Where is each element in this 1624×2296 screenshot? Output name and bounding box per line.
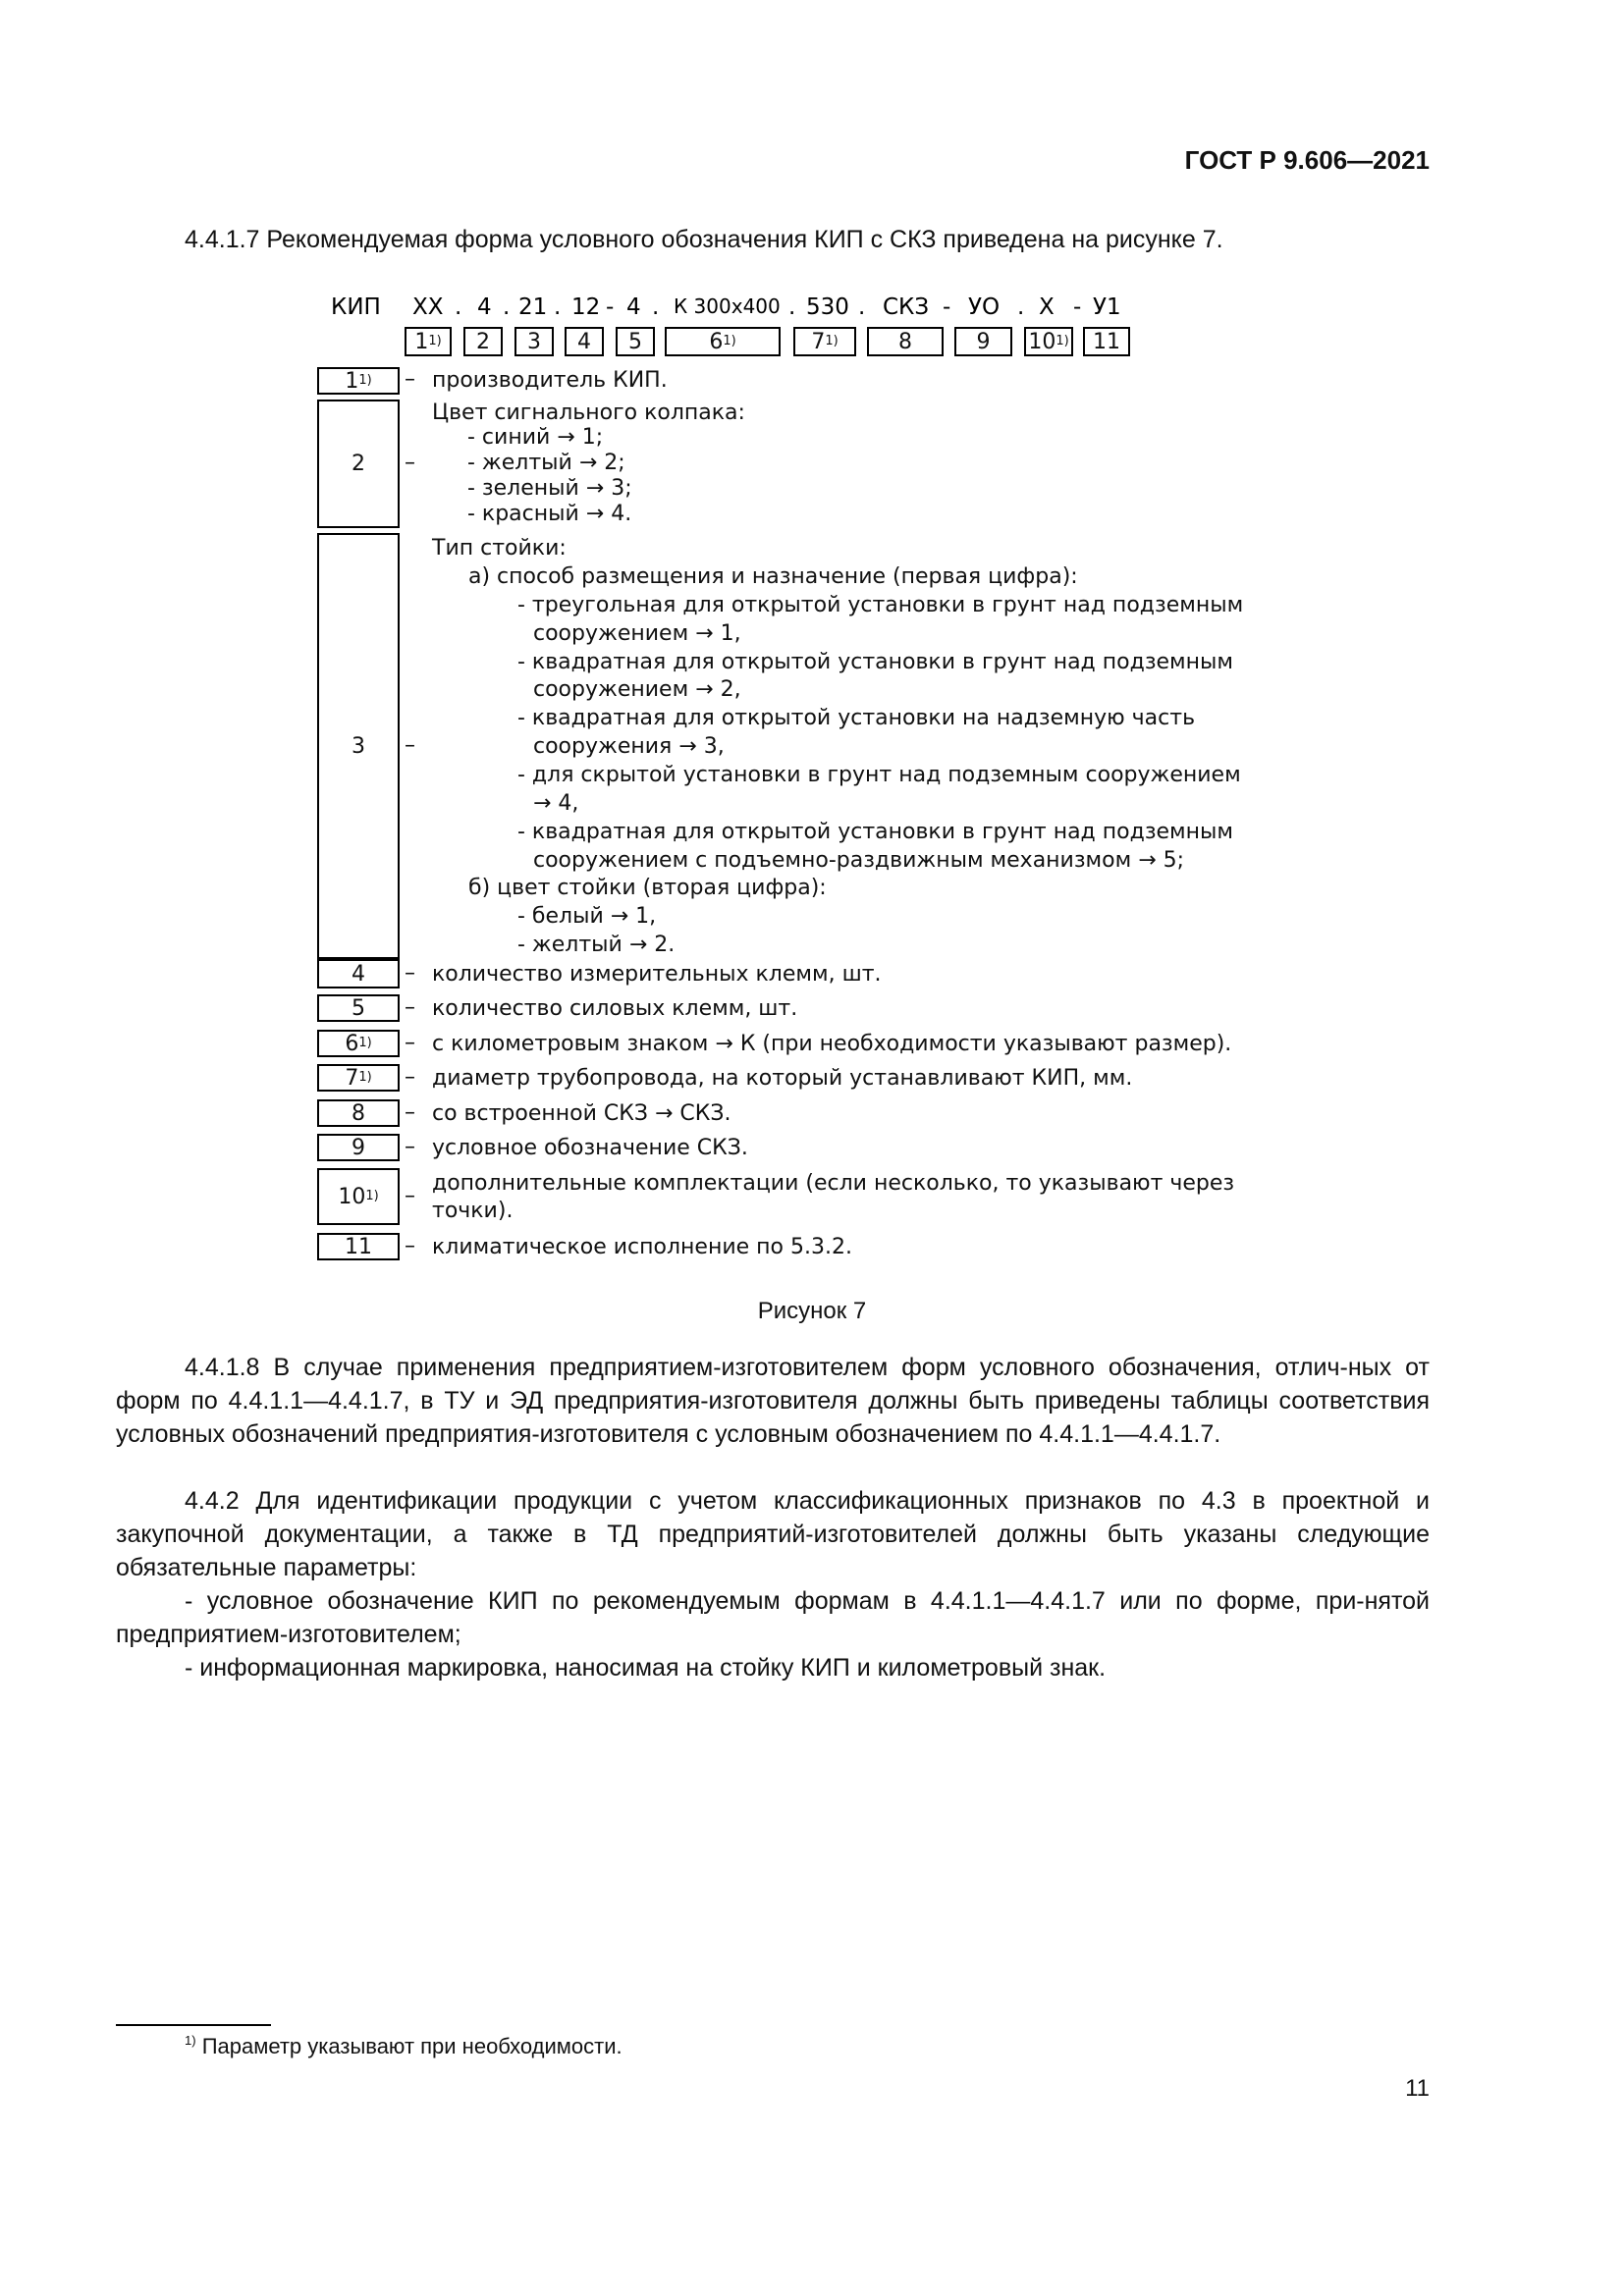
legend-text: а) способ размещения и назначение (первая цифра): [468,564,1078,589]
paragraph: 4.4.2 Для идентификации продукции с учетом классификационных признаков по 4.3 в проектной и закупочной документации, а также в ТД предприятий-изготовителей должны быть указаны следующие обязательные параметры: [116,1487,1430,1581]
legend-box: 1 1) [317,367,400,395]
legend-text: - квадратная для открытой установки на надземную часть [517,706,1196,730]
paragraph: - информационная маркировка, наносимая на стойку КИП и километровый знак. [185,1654,1107,1682]
legend-dash: – [405,1135,415,1159]
legend-text: - желтый → 2. [517,933,676,957]
footnote-text: Параметр указывают при необходимости. [201,2034,623,2058]
legend-box: 2 [317,400,400,528]
code-separator: . [858,294,866,320]
code-segment: УО [968,294,1001,320]
code-separator: . [788,294,796,320]
legend-text: условное обозначение СКЗ. [432,1136,748,1160]
code-separator: - [943,294,951,320]
code-separator: . [554,294,562,320]
legend-dash: – [405,1031,415,1055]
legend-box: 10 1) [317,1168,400,1225]
code-box: 9 [954,327,1012,356]
legend-text: - квадратная для открытой установки в грунт над подземным [517,650,1233,674]
legend-text: - треугольная для открытой установки в грунт над подземным [517,593,1244,617]
legend-text: количество измерительных клемм, шт. [432,962,882,987]
legend-box: 3 [317,533,400,959]
code-prefix: КИП [331,294,381,320]
code-segment: 12 [571,294,601,320]
code-segment: Х [1039,294,1055,320]
code-segment: У1 [1093,294,1121,320]
legend-dash: – [405,733,415,758]
legend-text: б) цвет стойки (вторая цифра): [468,876,827,900]
legend-box: 6 1) [317,1030,400,1057]
figure-caption: Рисунок 7 [757,1298,867,1324]
legend-dash: – [405,961,415,986]
legend-text: сооружения → 3, [533,734,725,759]
legend-dash: – [405,1100,415,1125]
code-separator: . [652,294,660,320]
legend-text: - квадратная для открытой установки в грунт над подземным [517,820,1233,844]
code-box: 1 1) [405,327,452,356]
code-box: 3 [514,327,554,356]
legend-text: дополнительные комплектации (если несколько, то указывают через [432,1171,1235,1196]
legend-dash: – [405,367,415,392]
legend-text: - белый → 1, [517,904,657,929]
legend-text: сооружением → 2, [533,677,741,702]
legend-text: со встроенной СКЗ → СКЗ. [432,1101,731,1126]
code-segment: 4 [626,294,641,320]
code-box: 6 1) [665,327,781,356]
code-segment: 530 [806,294,849,320]
legend-text: климатическое исполнение по 5.3.2. [432,1235,852,1259]
legend-text: Цвет сигнального колпака: [432,400,745,425]
legend-text: сооружением с подъемно-раздвижным механизмом → 5; [533,848,1185,873]
legend-text: - желтый → 2; [467,451,625,475]
footnote-mark: 1) [185,2033,196,2048]
legend-text: количество силовых клемм, шт. [432,996,798,1021]
legend-dash: – [405,451,415,475]
code-separator: . [503,294,511,320]
code-box: 4 [565,327,604,356]
legend-box: 4 [317,959,400,988]
footnote [185,2034,623,2059]
legend-text: точки). [432,1199,514,1223]
paragraph: 4.4.1.8 В случае применения предприятием-изготовителем форм условного обозначения, отлич-ных от форм по 4.4.1.1—4.4.1.7, в ТУ и ЭД предприятия-изготовителя должны быть приведены таблицы соответствия условных обозначений предприятия-изготовителя с условным обозначением по 4.4.1.1—4.4.1.7. [116,1354,1430,1448]
legend-text: производитель КИП. [432,368,668,393]
legend-text: Тип стойки: [432,536,567,561]
page-number: 11 [1405,2075,1430,2102]
legend-box: 9 [317,1134,400,1161]
code-box: 11 [1083,327,1130,356]
code-separator: . [1017,294,1025,320]
code-segment: СКЗ [883,294,930,320]
code-separator: - [1073,294,1082,320]
paragraph: - условное обозначение КИП по рекомендуемым формам в 4.4.1.1—4.4.1.7 или по форме, при-нятой предприятием-изготовителем; [116,1587,1430,1648]
code-segment: 21 [518,294,548,320]
code-separator: - [606,294,615,320]
code-box: 7 1) [793,327,856,356]
code-segment: 4 [477,294,492,320]
code-segment: К 300х400 [674,294,781,318]
intro-paragraph: 4.4.1.7 Рекомендуемая форма условного обозначения КИП с СКЗ приведена на рисунке 7. [185,226,1223,253]
legend-text: - синий → 1; [467,425,604,450]
code-box: 5 [616,327,655,356]
legend-text: с километровым знаком → К (при необходимости указывают размер). [432,1032,1232,1056]
legend-box: 11 [317,1233,400,1260]
legend-dash: – [405,1184,415,1208]
footnote-rule [116,2024,271,2026]
code-box: 2 [463,327,503,356]
legend-text: диаметр трубопровода, на который устанавливают КИП, мм. [432,1066,1133,1091]
legend-text: - для скрытой установки в грунт над подземным сооружением [517,763,1241,787]
legend-box: 5 [317,994,400,1022]
legend-dash: – [405,995,415,1020]
legend-text: → 4, [533,791,579,816]
code-separator: . [455,294,462,320]
code-segment: XX [412,294,444,320]
legend-box: 8 [317,1099,400,1127]
legend-box: 7 1) [317,1064,400,1092]
code-box: 10 1) [1024,327,1073,356]
code-box: 8 [867,327,944,356]
legend-text: - зеленый → 3; [467,476,632,501]
legend-dash: – [405,1065,415,1090]
legend-dash: – [405,1234,415,1258]
legend-text: - красный → 4. [467,502,632,526]
document-header: ГОСТ Р 9.606—2021 [1184,145,1430,175]
legend-text: сооружением → 1, [533,621,741,646]
